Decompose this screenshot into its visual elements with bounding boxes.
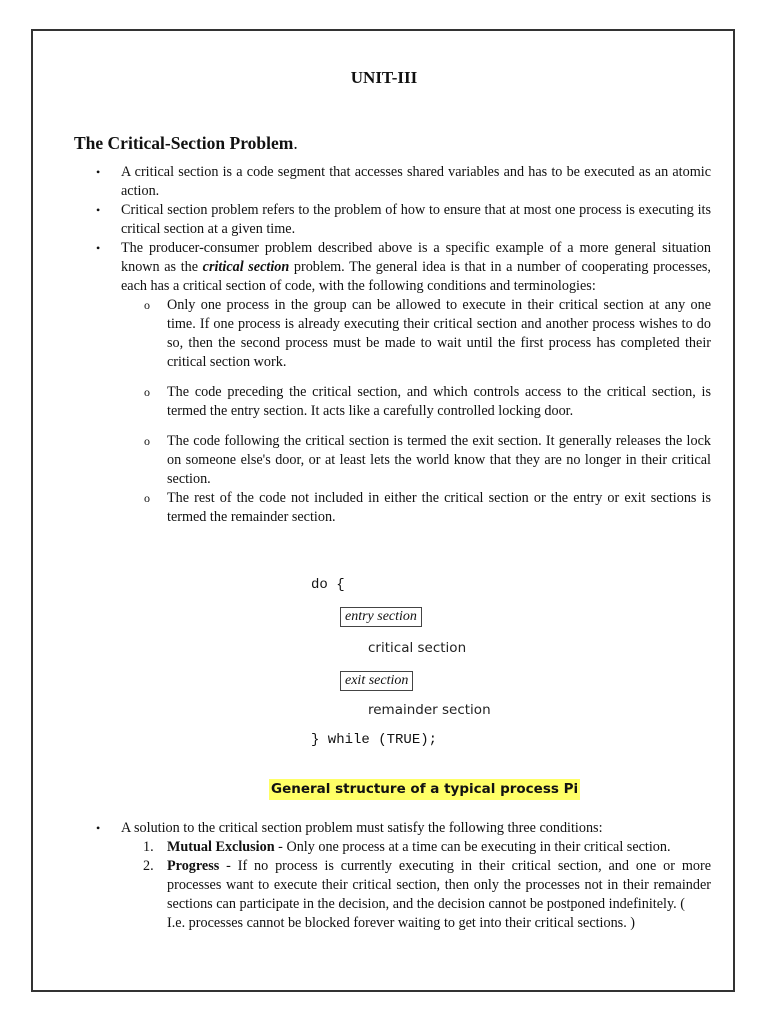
bullet-item: • A critical section is a code segment that accesses shared variables and has to be executed as an atomic action. — [96, 163, 711, 201]
section-heading-tail: . — [293, 133, 298, 153]
condition-number: 1. — [143, 839, 154, 855]
section-heading — [74, 133, 298, 154]
remainder-section-label: remainder section — [368, 702, 491, 718]
bullet-item — [96, 239, 711, 527]
solution-list — [96, 819, 711, 933]
solution-intro: A solution to the critical section problem must satisfy the following three conditions: — [121, 820, 603, 836]
sub-item: o The code preceding the critical section, and which controls access to the critical section, is termed the entry section. It acts like a carefully controlled locking door. — [121, 383, 711, 421]
sub-item: o The rest of the code not included in either the critical section or the entry or exit sections is termed the remainder section. — [121, 489, 711, 527]
section-heading-text: The Critical-Section Problem — [74, 133, 294, 153]
condition-title: Progress — [167, 858, 220, 874]
bullet-text: problem. The general idea is that in a number of cooperating processes, each has a critical section of code, with the following conditions and terminologies: — [121, 259, 711, 294]
sub-item: o Only one process in the group can be allowed to execute in their critical section at any one time. If one process is already executing their critical section and another process wishes to do so, then the second process must be made to wait until the first process has completed their critical section work. — [121, 296, 711, 372]
condition-title: Mutual Exclusion — [167, 839, 275, 855]
code-while-line: } while (TRUE); — [311, 732, 438, 748]
exit-section-box: exit section — [340, 671, 413, 691]
figure-caption: General structure of a typical process Pi — [269, 779, 580, 800]
conditions-list — [121, 838, 711, 933]
critical-section-label: critical section — [368, 640, 467, 656]
bullet-list — [96, 163, 711, 527]
emphasis-term: critical section — [202, 259, 290, 275]
bullet-item: • Critical section problem refers to the problem of how to ensure that at most one process is executing its critical section at a given time. — [96, 201, 711, 239]
condition-item — [121, 857, 711, 933]
bullet-item — [96, 819, 711, 933]
condition-item — [121, 838, 711, 857]
sub-item: o The code following the critical section is termed the exit section. It generally releases the lock on someone else's door, or at least lets the world know that they are no longer in their critical section. — [121, 432, 711, 489]
condition-extra: I.e. processes cannot be blocked forever waiting to get into their critical sections. ) — [167, 915, 636, 931]
unit-title: UNIT-III — [350, 68, 418, 87]
sub-list — [121, 296, 711, 527]
condition-text: - If no process is currently executing in their critical section, and one or more processes want to execute their critical section, then only the processes not in their remainder sections can participate in the decision, and the decision cannot be postponed indefinitely. ( — [167, 858, 711, 912]
condition-text: - Only one process at a time can be executing in their critical section. — [274, 839, 671, 855]
code-do-line: do { — [311, 577, 345, 593]
bullet-text: The producer-consumer problem described above is a specific example of a more general situation known as the — [121, 240, 711, 275]
condition-number: 2. — [143, 858, 154, 874]
entry-section-box: entry section — [340, 607, 422, 627]
